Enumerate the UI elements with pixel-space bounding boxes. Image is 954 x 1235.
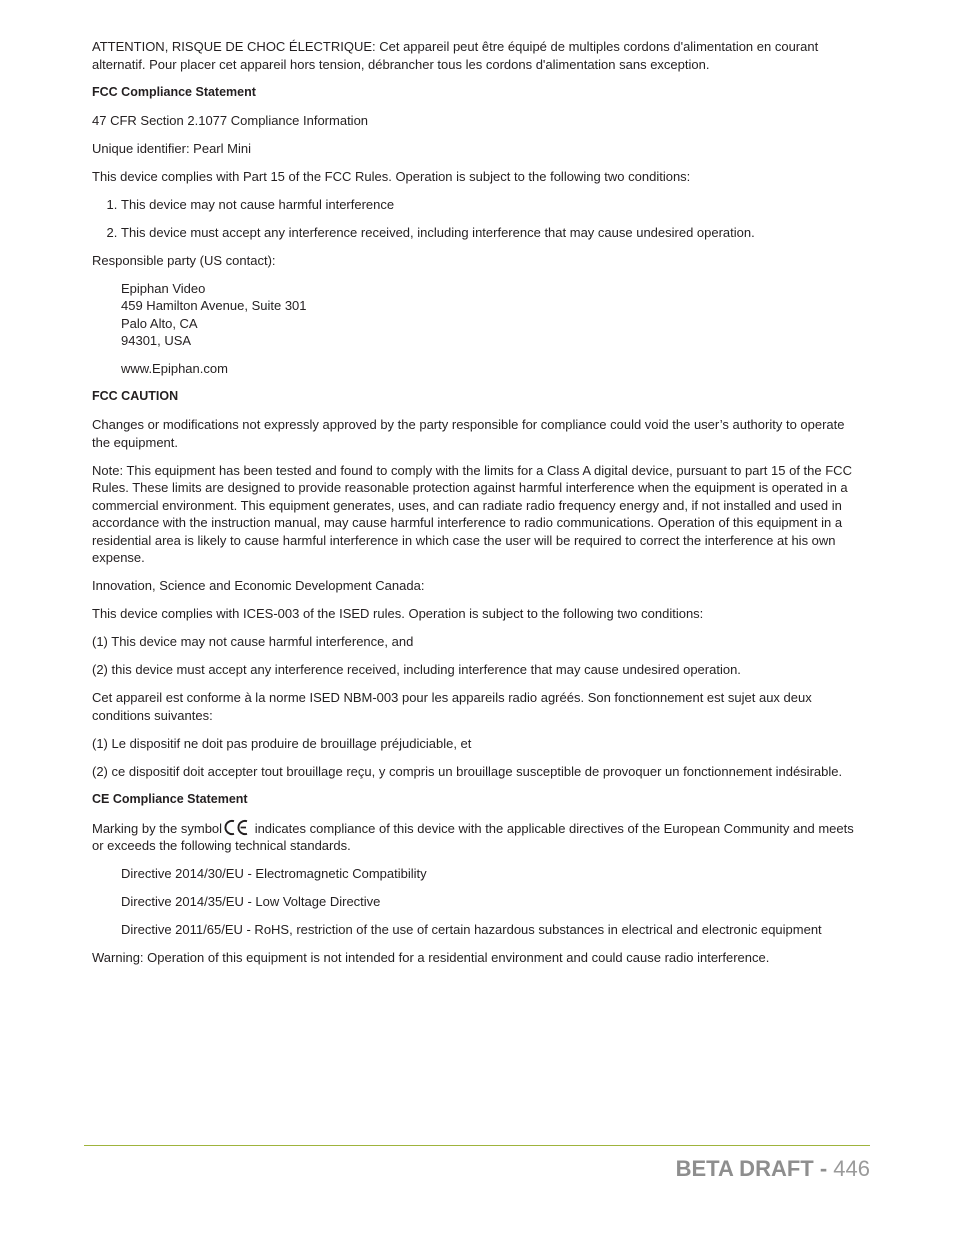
directive-item: Directive 2011/65/EU - RoHS, restriction of the use of certain hazardous substances in electrical and electronic equipment [121,922,822,937]
attention-paragraph: ATTENTION, RISQUE DE CHOC ÉLECTRIQUE: Cet appareil peut être équipé de multiples cordons d'alimentation en courant alternatif. Pour placer cet appareil hors tension, débrancher tous les cordons d'alimentation sans exception. [92,39,819,72]
ised-complies-paragraph: This device complies with ICES-003 of the ISED rules. Operation is subject to the following two conditions: [92,606,704,621]
address-line: 94301, USA [121,333,192,348]
directive-item: Directive 2014/30/EU - Electromagnetic Compatibility [121,866,427,881]
warning-paragraph: Warning: Operation of this equipment is not intended for a residential environment and could cause radio interference. [92,950,770,965]
cfr-paragraph: 47 CFR Section 2.1077 Compliance Information [92,112,369,128]
directive-item: Directive 2014/35/EU - Low Voltage Directive [121,894,381,909]
ised-french-condition-1: (1) Le dispositif ne doit pas produire de brouillage préjudiciable, et [92,735,472,751]
fcc-complies-paragraph: This device complies with Part 15 of the FCC Rules. Operation is subject to the following two conditions: [92,168,691,184]
footer-divider [84,1145,870,1146]
ised-title: Innovation, Science and Economic Development Canada: [92,578,425,593]
website-text: www.Epiphan.com [121,361,228,376]
ised-french-condition-2: (2) ce dispositif doit accepter tout brouillage reçu, y compris un brouillage susceptible de provoquer un fonctionnement indésirable. [92,763,843,779]
responsible-party-paragraph: Responsible party (US contact): [92,252,276,268]
note-paragraph: Note: This equipment has been tested and found to comply with the limits for a Class A digital device, pursuant to part 15 of the FCC Rules. These limits are designed to provide reasonable protection against harmful interference when the equipment is operated in a commercial environment. This equipment generates, uses, and can radiate radio frequency energy and, if not installed and used in accordance with the instruction manual, may cause harmful interference to radio communications. Operation of this equipment in a residential area is likely to cause harmful interference in which case the user will be required to correct the interference at his own expense. [92,462,852,565]
page-number: 446 [833,1156,870,1181]
fcc-conditions-list [92,196,862,242]
list-item: 1. This device may not cause harmful interference [121,196,862,214]
ce-marking-before: Marking by the symbol [92,820,223,836]
footer-page-label [676,1155,870,1183]
unique-identifier-paragraph: Unique identifier: Pearl Mini [92,140,251,156]
ised-condition-1: (1) This device may not cause harmful interference, and [92,634,414,649]
ised-french-intro: Cet appareil est conforme à la norme ISED NBM-003 pour les appareils radio agréés. Son fonctionnement est sujet aux deux conditions suivantes: [92,690,812,723]
list-item: 2. This device must accept any interference received, including interference that may cause undesired operation. [121,224,862,242]
ce-compliance-heading: CE Compliance Statement [92,791,248,806]
fcc-caution-heading: FCC CAUTION [92,389,179,403]
ce-mark-icon [224,819,250,836]
ce-marking-paragraph [92,819,862,855]
address-line: Epiphan Video [121,280,206,296]
changes-paragraph: Changes or modifications not expressly approved by the party responsible for compliance could void the user’s authority to operate the equipment. [92,417,845,450]
document-body [92,38,862,977]
address-line: Palo Alto, CA [121,315,198,331]
ised-condition-2: (2) this device must accept any interference received, including interference that may cause undesired operation. [92,662,741,677]
beta-draft-label: BETA DRAFT - [675,1156,828,1181]
address-line: 459 Hamilton Avenue, Suite 301 [121,298,307,313]
address-block [121,280,862,350]
fcc-compliance-heading: FCC Compliance Statement [92,84,256,99]
ce-marking-after: indicates compliance of this device with the applicable directives of the European Community and meets or exceeds the following technical standards. [92,820,854,853]
